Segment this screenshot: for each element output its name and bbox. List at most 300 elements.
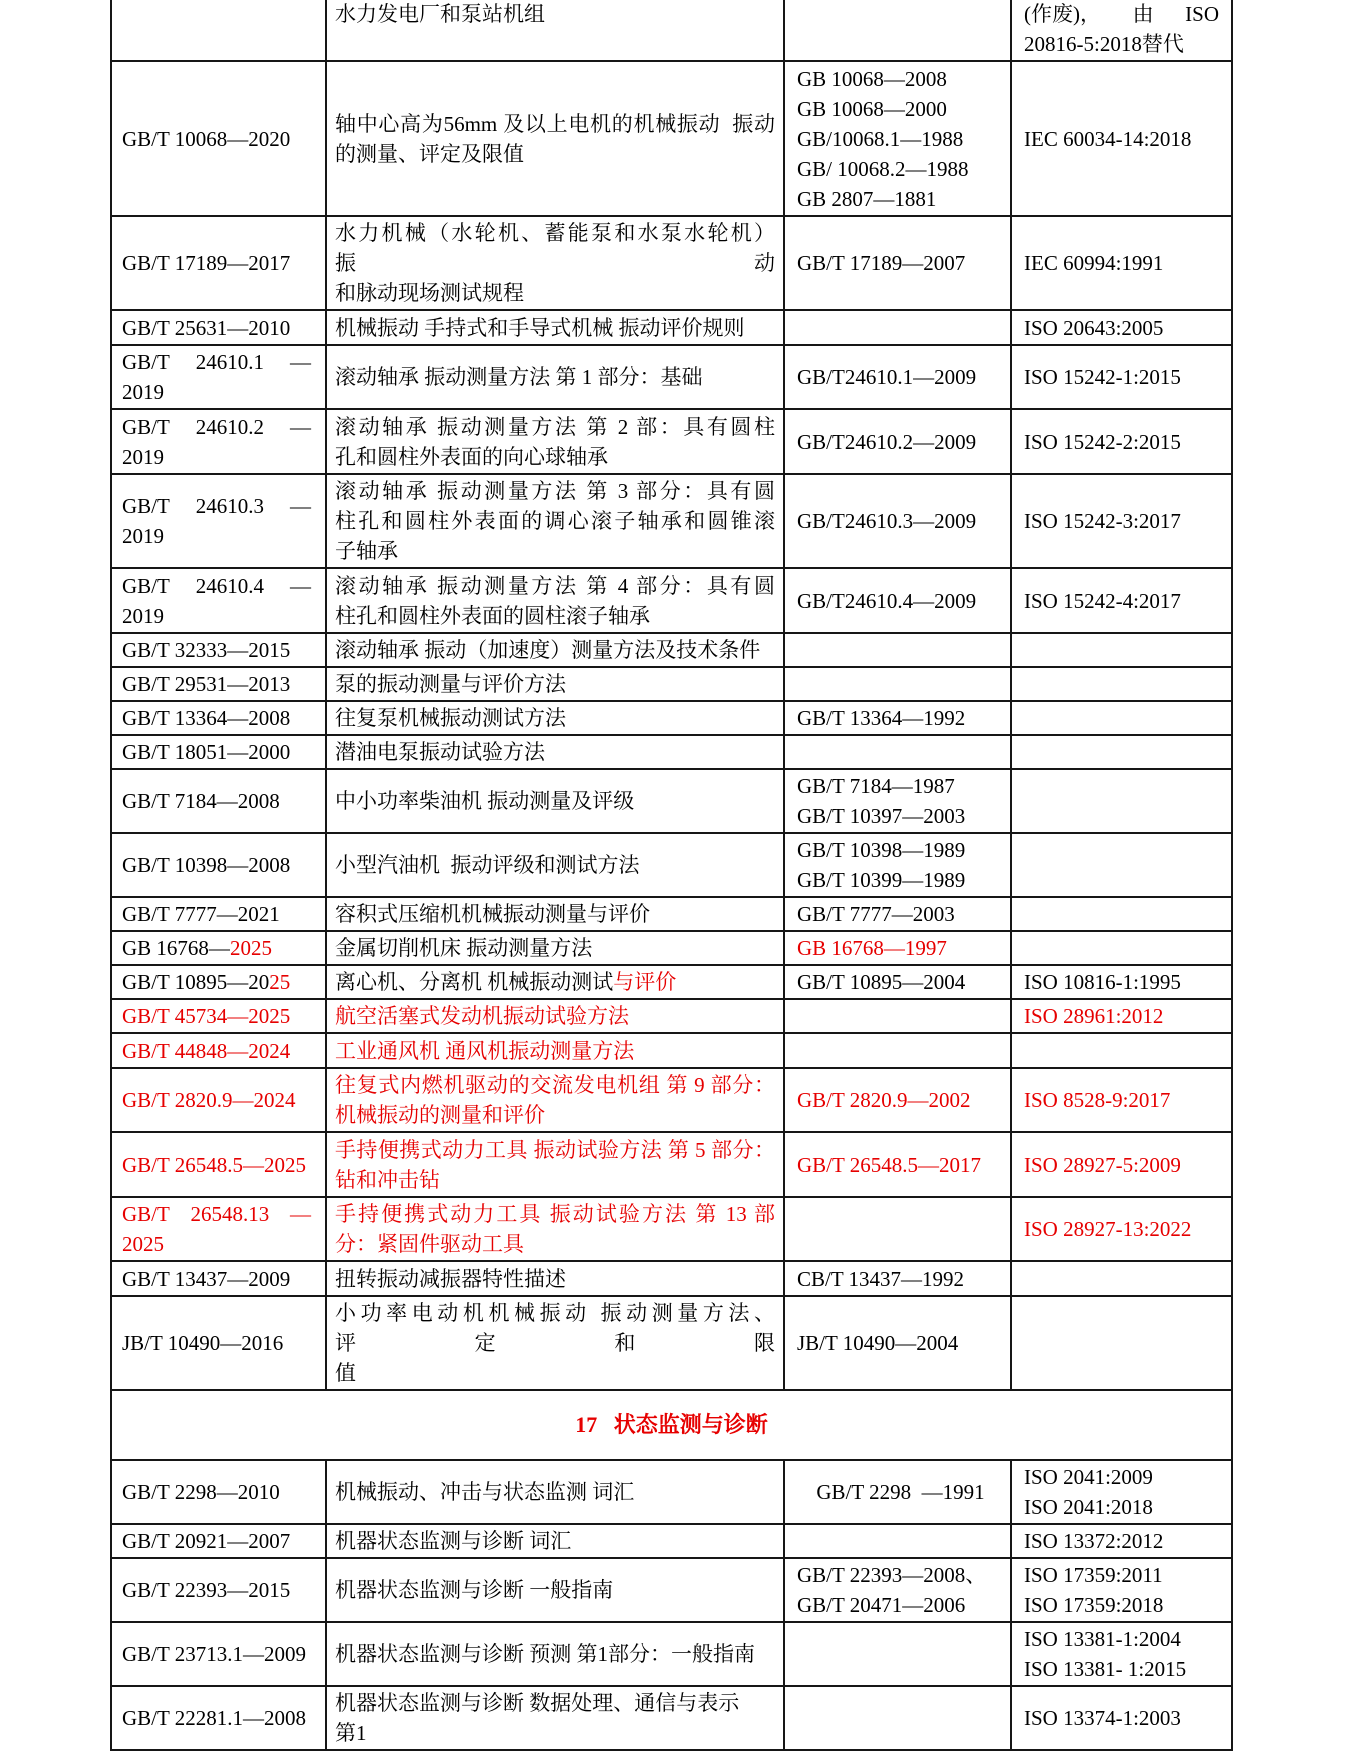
intl-standard-cell xyxy=(1011,769,1232,833)
intl-standard-cell xyxy=(1011,633,1232,667)
text-segment: GB/T 2298—2010 xyxy=(122,1480,280,1504)
text-segment: ISO 15242-3:2017 xyxy=(1024,509,1181,533)
replaced-standard-cell xyxy=(784,409,1011,474)
standard-number-cell xyxy=(111,474,326,568)
intl-standard-cell xyxy=(1011,667,1232,701)
text-segment: GB/T 7184—2008 xyxy=(122,789,280,813)
text-segment: 滚动轴承 振动测量方法 第 4 部分：具有圆 xyxy=(335,573,775,598)
table-row xyxy=(111,568,1232,633)
title-cell xyxy=(326,61,784,216)
text-segment: GB 2807—1881 xyxy=(797,186,937,211)
text-line xyxy=(335,139,775,169)
title-cell xyxy=(326,633,784,667)
highlighted-text: GB/T 45734—2025 xyxy=(122,1004,291,1028)
text-line xyxy=(797,362,1004,392)
text-segment: 滚动轴承 振动测量方法 第 2 部：具有圆柱 xyxy=(335,414,775,439)
table-row xyxy=(111,667,1232,701)
text-line xyxy=(122,601,317,631)
highlighted-text: 往复式内燃机驱动的交流发电机组 第 9 部分： xyxy=(335,1073,775,1097)
text-line xyxy=(1024,1703,1225,1733)
replaced-standard-cell xyxy=(784,1524,1011,1558)
text-segment: 24610.4 xyxy=(195,573,265,598)
intl-standard-cell xyxy=(1011,1686,1232,1750)
text-segment: 离心机、分离机 机械振动测试 xyxy=(335,970,614,994)
text-line xyxy=(335,899,775,929)
text-line xyxy=(1024,1624,1225,1654)
text-segment: 2019 xyxy=(122,444,164,469)
text-segment: ISO 13381-1:2004 xyxy=(1024,1627,1181,1651)
text-line xyxy=(122,1639,317,1669)
text-segment: 2019 xyxy=(122,603,164,628)
intl-standard-cell xyxy=(1011,310,1232,345)
text-line xyxy=(335,850,775,880)
table-row xyxy=(111,61,1232,216)
text-line xyxy=(335,442,775,472)
text-segment: 20816-5:2018替代 xyxy=(1024,32,1184,56)
text-line xyxy=(335,1199,775,1229)
text-line xyxy=(797,865,1004,895)
table-row xyxy=(111,999,1232,1033)
text-line xyxy=(122,1703,317,1733)
replaced-standard-cell xyxy=(784,1197,1011,1261)
text-line xyxy=(797,933,1004,963)
highlighted-text: 钻和冲击钻 xyxy=(335,1167,440,1192)
text-line xyxy=(1024,967,1225,997)
text-segment: 中小功率柴油机 振动测量及评级 xyxy=(335,789,635,813)
replaced-standard-cell xyxy=(784,1033,1011,1068)
replaced-standard-cell xyxy=(784,1068,1011,1132)
text-segment: ISO 15242-2:2015 xyxy=(1024,429,1181,454)
text-line xyxy=(797,899,1004,929)
standard-number-cell xyxy=(111,1197,326,1261)
text-segment: GB/10068.1—1988 xyxy=(797,126,964,151)
text-segment: 滚动轴承 振动（加速度）测量方法及技术条件 xyxy=(335,638,761,662)
highlighted-text: 与评价 xyxy=(613,970,677,994)
text-segment: 由 xyxy=(1132,2,1154,26)
text-segment: GB/T xyxy=(122,350,170,374)
standard-number-cell xyxy=(111,568,326,633)
text-segment: GB/T 10068—2020 xyxy=(122,126,291,151)
text-line xyxy=(335,635,775,665)
text-line xyxy=(122,1085,317,1115)
title-cell xyxy=(326,216,784,310)
text-segment: GB/T 25631—2010 xyxy=(122,315,291,340)
text-line xyxy=(122,1328,317,1358)
text-line xyxy=(1024,1150,1225,1180)
text-segment: 小功率电动机机械振动 振动测量方法、评定和限 xyxy=(335,1301,775,1355)
text-line xyxy=(335,571,775,601)
table-row xyxy=(111,1197,1232,1261)
text-line xyxy=(122,124,317,154)
intl-standard-cell xyxy=(1011,1558,1232,1622)
highlighted-text: 2025 xyxy=(122,1232,164,1256)
table-row xyxy=(111,1622,1232,1686)
text-line xyxy=(335,1477,775,1507)
text-segment: GB/T 32333—2015 xyxy=(122,638,291,662)
highlighted-text: 25 xyxy=(269,970,291,994)
text-segment: GB/T24610.1—2009 xyxy=(797,365,977,389)
standard-number-cell xyxy=(111,409,326,474)
text-line xyxy=(122,635,317,665)
replaced-standard-cell xyxy=(784,965,1011,999)
title-cell xyxy=(326,409,784,474)
standard-number-cell xyxy=(111,965,326,999)
intl-standard-cell xyxy=(1011,1460,1232,1524)
replaced-standard-cell xyxy=(784,1558,1011,1622)
text-segment: GB/T xyxy=(122,494,170,518)
text-segment: 滚动轴承 振动测量方法 第 3 部分：具有圆 xyxy=(335,479,775,503)
text-segment: 潜油电泵振动试验方法 xyxy=(335,740,545,764)
title-cell xyxy=(326,1296,784,1390)
text-line xyxy=(335,1575,775,1605)
text-line xyxy=(797,94,1004,124)
title-cell xyxy=(326,310,784,345)
text-line xyxy=(335,0,775,29)
text-segment: GB/T xyxy=(122,414,170,439)
intl-standard-cell xyxy=(1011,474,1232,568)
text-line xyxy=(335,1639,775,1669)
text-line xyxy=(122,571,317,601)
text-line xyxy=(335,1526,775,1556)
text-segment: GB/T 13437—2009 xyxy=(122,1266,291,1291)
table-row xyxy=(111,1033,1232,1068)
table-row xyxy=(111,735,1232,769)
table-row xyxy=(111,833,1232,897)
text-line xyxy=(335,703,775,733)
replaced-standard-cell xyxy=(784,999,1011,1033)
table-row xyxy=(111,931,1232,965)
text-segment: GB/T 18051—2000 xyxy=(122,740,291,764)
text-segment: ISO 13381- 1:2015 xyxy=(1024,1657,1187,1681)
replaced-standard-cell xyxy=(784,1132,1011,1197)
text-segment: GB/ 10068.2—1988 xyxy=(797,156,969,181)
standard-number-cell xyxy=(111,1558,326,1622)
text-line xyxy=(122,737,317,767)
intl-standard-cell xyxy=(1011,833,1232,897)
text-segment: ISO 20643:2005 xyxy=(1024,315,1164,340)
text-segment: ISO 2041:2018 xyxy=(1024,1495,1153,1519)
text-segment: ISO 13372:2012 xyxy=(1024,1529,1164,1553)
text-segment: GB/T 13364—1992 xyxy=(797,706,966,730)
highlighted-text: GB/T xyxy=(122,1202,170,1226)
highlighted-text: ISO 28927-5:2009 xyxy=(1024,1152,1181,1177)
replaced-standard-cell xyxy=(784,1296,1011,1390)
text-line xyxy=(797,184,1004,214)
replaced-standard-cell xyxy=(784,310,1011,345)
text-segment: — xyxy=(290,414,311,439)
text-line xyxy=(1024,1085,1225,1115)
text-line xyxy=(797,1085,1004,1115)
intl-standard-cell xyxy=(1011,568,1232,633)
text-line xyxy=(335,1036,775,1066)
text-segment: ISO 2041:2009 xyxy=(1024,1465,1153,1489)
replaced-standard-cell xyxy=(784,1686,1011,1750)
text-line xyxy=(1024,1492,1225,1522)
replaced-standard-cell xyxy=(784,1261,1011,1296)
text-segment: 滚动轴承 振动测量方法 第 1 部分：基础 xyxy=(335,365,703,389)
text-line xyxy=(1024,1214,1225,1244)
intl-standard-cell xyxy=(1011,61,1232,216)
text-line xyxy=(335,933,775,963)
title-cell xyxy=(326,0,784,61)
text-line xyxy=(335,737,775,767)
text-line xyxy=(1024,427,1225,457)
text-segment: — xyxy=(290,494,311,518)
text-segment: GB/T 10398—2008 xyxy=(122,853,291,877)
text-segment: GB/T 20921—2007 xyxy=(122,1529,291,1553)
standard-number-cell xyxy=(111,897,326,931)
text-segment: GB/T 22281.1—2008 xyxy=(122,1706,306,1730)
intl-standard-cell xyxy=(1011,1068,1232,1132)
replaced-standard-cell xyxy=(784,735,1011,769)
standard-number-cell xyxy=(111,1524,326,1558)
section-header: 17 状态监测与诊断 xyxy=(111,1390,1232,1460)
standard-number-cell xyxy=(111,633,326,667)
highlighted-text: GB/T 26548.5—2025 xyxy=(122,1152,306,1177)
highlighted-text: GB/T 44848—2024 xyxy=(122,1038,291,1063)
standard-number-cell xyxy=(111,345,326,409)
title-cell xyxy=(326,965,784,999)
table-row xyxy=(111,409,1232,474)
title-cell xyxy=(326,701,784,735)
highlighted-text: GB/T 2820.9—2002 xyxy=(797,1088,971,1112)
text-line xyxy=(797,154,1004,184)
title-cell xyxy=(326,1558,784,1622)
text-line xyxy=(335,601,775,631)
title-cell xyxy=(326,833,784,897)
text-line xyxy=(122,1150,317,1180)
text-segment: 水力发电厂和泵站机组 xyxy=(335,2,545,26)
text-line xyxy=(1024,29,1225,59)
table-row xyxy=(111,1524,1232,1558)
highlighted-text: GB/T 26548.5—2017 xyxy=(797,1152,981,1177)
title-cell xyxy=(326,769,784,833)
standard-number-cell xyxy=(111,216,326,310)
text-line xyxy=(335,786,775,816)
highlighted-text: 手持便携式动力工具 振动试验方法 第 13 部 xyxy=(335,1202,775,1226)
text-line xyxy=(335,1165,775,1195)
standard-number-cell xyxy=(111,1686,326,1750)
title-cell xyxy=(326,1686,784,1750)
table-row xyxy=(111,769,1232,833)
text-segment: GB/T 20471—2006 xyxy=(797,1593,966,1617)
text-line xyxy=(335,1229,775,1259)
text-line xyxy=(335,412,775,442)
text-segment: GB/T 10895—2004 xyxy=(797,970,966,994)
text-line xyxy=(335,967,775,997)
replaced-standard-cell xyxy=(784,61,1011,216)
text-line xyxy=(797,1560,1004,1590)
standard-number-cell xyxy=(111,1460,326,1524)
table-row xyxy=(111,1132,1232,1197)
text-line xyxy=(335,1135,775,1165)
replaced-standard-cell xyxy=(784,931,1011,965)
text-segment: GB/T 10895—20 xyxy=(122,970,270,994)
standard-number-cell xyxy=(111,735,326,769)
text-line xyxy=(335,1688,775,1748)
intl-standard-cell xyxy=(1011,1261,1232,1296)
text-segment: ISO 17359:2011 xyxy=(1024,1563,1163,1587)
standard-number-cell xyxy=(111,1261,326,1296)
title-cell xyxy=(326,568,784,633)
standards-table xyxy=(110,0,1233,1751)
highlighted-text: 26548.13 xyxy=(190,1202,270,1226)
text-line xyxy=(122,1526,317,1556)
text-line xyxy=(122,967,317,997)
text-segment: GB/T 10397—2003 xyxy=(797,804,966,828)
text-segment: 金属切削机床 振动测量方法 xyxy=(335,936,593,960)
standard-number-cell xyxy=(111,1033,326,1068)
text-segment: JB/T 10490—2004 xyxy=(797,1331,959,1355)
intl-standard-cell xyxy=(1011,735,1232,769)
standard-number-cell xyxy=(111,999,326,1033)
replaced-standard-cell xyxy=(784,1460,1011,1524)
text-segment: GB 10068—2008 xyxy=(797,66,947,91)
section-row xyxy=(111,1390,1232,1460)
text-line xyxy=(335,1264,775,1294)
text-line xyxy=(335,669,775,699)
text-line xyxy=(335,1070,775,1100)
text-segment: 水力机械（水轮机、蓄能泵和水泵水轮机）振动 xyxy=(335,221,775,275)
text-segment: GB/T 2298 —1991 xyxy=(816,1480,985,1504)
text-segment: GB/T 10399—1989 xyxy=(797,868,966,892)
intl-standard-cell xyxy=(1011,1132,1232,1197)
text-line xyxy=(122,442,317,472)
text-segment: 扭转振动减振器特性描述 xyxy=(335,1266,566,1291)
replaced-standard-cell xyxy=(784,474,1011,568)
text-line xyxy=(122,1036,317,1066)
text-segment: GB/T 17189—2007 xyxy=(797,251,966,275)
text-segment: ISO xyxy=(1185,2,1219,26)
table-row xyxy=(111,0,1232,61)
title-cell xyxy=(326,931,784,965)
text-segment: 2019 xyxy=(122,380,164,404)
text-segment: 24610.2 xyxy=(195,414,265,439)
text-segment: 24610.3 xyxy=(195,494,265,518)
table-row xyxy=(111,345,1232,409)
text-segment: GB/T24610.2—2009 xyxy=(797,429,977,454)
intl-standard-cell xyxy=(1011,897,1232,931)
highlighted-text: ISO 8528-9:2017 xyxy=(1024,1088,1171,1112)
text-segment: GB 10068—2000 xyxy=(797,96,947,121)
text-line xyxy=(797,1150,1004,1180)
title-cell xyxy=(326,667,784,701)
text-line xyxy=(122,248,317,278)
text-line xyxy=(122,933,317,963)
standard-number-cell xyxy=(111,931,326,965)
table-row xyxy=(111,633,1232,667)
text-segment: CB/T 13437—1992 xyxy=(797,1266,965,1291)
text-segment: 泵的振动测量与评价方法 xyxy=(335,672,566,696)
intl-standard-cell xyxy=(1011,1524,1232,1558)
title-cell xyxy=(326,345,784,409)
standard-number-cell xyxy=(111,1622,326,1686)
text-line xyxy=(122,669,317,699)
text-segment: IEC 60994:1991 xyxy=(1024,251,1164,275)
text-segment: 机器状态监测与诊断 一般指南 xyxy=(335,1578,614,1602)
intl-standard-cell xyxy=(1011,216,1232,310)
text-line xyxy=(797,771,1004,801)
text-segment: 值 xyxy=(335,1361,356,1385)
standard-number-cell xyxy=(111,1296,326,1390)
intl-standard-cell xyxy=(1011,1296,1232,1390)
text-line xyxy=(797,124,1004,154)
text-segment: ISO 13374-1:2003 xyxy=(1024,1706,1181,1730)
text-line xyxy=(335,1358,775,1388)
text-line xyxy=(1024,1560,1225,1590)
table-row xyxy=(111,1558,1232,1622)
intl-standard-cell xyxy=(1011,1622,1232,1686)
text-line xyxy=(335,313,775,343)
text-segment: 小型汽油机 振动评级和测试方法 xyxy=(335,853,640,877)
text-segment: GB/T 13364—2008 xyxy=(122,706,291,730)
text-segment: 24610.1 xyxy=(195,350,265,374)
highlighted-text: GB/T 2820.9—2024 xyxy=(122,1088,296,1112)
text-segment: 机械振动、冲击与状态监测 词汇 xyxy=(335,1480,635,1504)
text-line xyxy=(335,109,775,139)
text-segment: 2019 xyxy=(122,524,164,548)
replaced-standard-cell xyxy=(784,1622,1011,1686)
title-cell xyxy=(326,1068,784,1132)
text-line xyxy=(1024,1590,1225,1620)
text-line xyxy=(797,1264,1004,1294)
intl-standard-cell xyxy=(1011,1197,1232,1261)
text-segment: 和脉动现场测试规程 xyxy=(335,281,524,305)
replaced-standard-cell xyxy=(784,833,1011,897)
table-row xyxy=(111,216,1232,310)
text-segment: JB/T 10490—2016 xyxy=(122,1331,284,1355)
highlighted-text: 分：紧固件驱动工具 xyxy=(335,1232,524,1256)
table-row xyxy=(111,897,1232,931)
text-segment: 柱孔和圆柱外表面的调心滚子轴承和圆锥滚 xyxy=(335,509,775,533)
text-segment: GB/T 29531—2013 xyxy=(122,672,291,696)
text-segment: GB/T 22393—2015 xyxy=(122,1578,291,1602)
text-line xyxy=(797,1590,1004,1620)
text-segment: — xyxy=(290,573,311,598)
text-line xyxy=(122,1264,317,1294)
text-line xyxy=(797,835,1004,865)
text-segment: ISO 15242-4:2017 xyxy=(1024,588,1181,613)
title-cell xyxy=(326,1622,784,1686)
standard-number-cell xyxy=(111,1132,326,1197)
highlighted-text: 2025 xyxy=(229,936,272,960)
text-line xyxy=(797,427,1004,457)
intl-standard-cell xyxy=(1011,931,1232,965)
text-line xyxy=(1024,1462,1225,1492)
replaced-standard-cell xyxy=(784,216,1011,310)
text-segment: ISO 17359:2018 xyxy=(1024,1593,1164,1617)
text-line xyxy=(335,278,775,308)
text-line xyxy=(335,506,775,536)
text-segment: 机械振动 手持式和手导式机械 振动评价规则 xyxy=(335,315,745,340)
replaced-standard-cell xyxy=(784,0,1011,61)
text-line xyxy=(122,491,317,521)
text-segment: ISO 10816-1:1995 xyxy=(1024,970,1181,994)
text-line xyxy=(122,786,317,816)
text-line xyxy=(1024,1526,1225,1556)
table-row xyxy=(111,474,1232,568)
text-segment: GB 16768— xyxy=(122,936,230,960)
text-segment: GB/T 7777—2021 xyxy=(122,902,280,926)
text-line xyxy=(335,476,775,506)
table-row xyxy=(111,1460,1232,1524)
highlighted-text: ISO 28961:2012 xyxy=(1024,1004,1164,1028)
standards-table-body xyxy=(111,0,1232,1750)
text-segment: 容积式压缩机机械振动测量与评价 xyxy=(335,902,650,926)
text-line xyxy=(1024,1654,1225,1684)
text-segment: 柱孔和圆柱外表面的圆柱滚子轴承 xyxy=(335,603,650,628)
text-line xyxy=(335,362,775,392)
